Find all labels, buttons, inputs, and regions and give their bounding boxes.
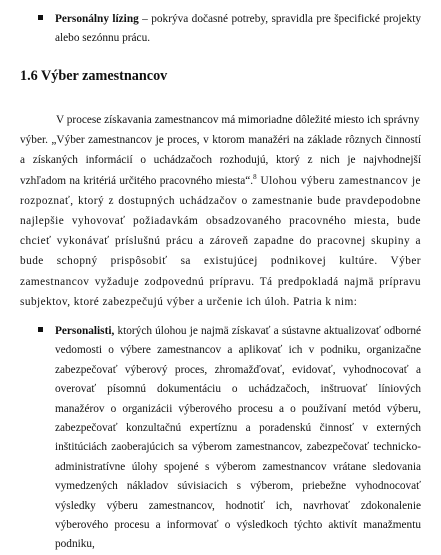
bullet-text [55, 322, 421, 555]
body-paragraph [20, 110, 421, 312]
bullet-text [55, 10, 421, 48]
paragraph-text-b: Ulohou výberu zamestnancov je rozpoznať, ktorý z dostupných uchádzačov o zamestnanie bude pravdepodobne najlepšie vyhovovať požiadavkám obsadzovaného pracovného miesta, bude chcieť vykonávať príslušnú prácu a zároveň zapadne do pracovnej skupiny a bude schopný prispôsobiť sa existujúcej podnikovej kultúre. Výber zamestnancov vyžaduje zodpovednú prípravu. Tá predpokladá najmä prípravu subjektov, ktoré zabezpečujú výber a určenie ich úloh. Patria k nim: [20, 174, 421, 308]
footnote-marker: 8 [253, 172, 257, 181]
square-bullet-icon [38, 15, 43, 20]
paragraph-text-a: výber. „Výber zamestnancov je proces, v ktorom manažéri na základe rôznych činností a získaných informácií o uchádzačoch rozhodujú, ktorý z nich je najvhodnejší vzhľadom na kritériá určitého pracovného miesta“. [20, 134, 421, 187]
section-heading: 1.6 Výber zamestnancov [20, 68, 168, 84]
square-bullet-icon [38, 327, 43, 332]
bullet-description: pokrýva dočasné potreby, spravidla pre špecifické projekty alebo sezónnu prácu. [55, 13, 422, 44]
bullet-term: Personálny lízing [55, 13, 139, 25]
bullet-description: ktorých úlohou je najmä získavať a sústavne aktualizovať odborné vedomosti o výbere zamestnancov a aplikovať ich v podniku, organizačne zabezpečovať výberový proces, zhromažďovať, evidovať, vyhodnocovať a overovať písomnú dokumentáciu o uchádzačoch, inštruovať líniových manažérov o organizácii výberového procesu a o používaní metód výberu, zabezpečovať konzultačnú expertíznu a poradenskú činnosť v externých inštitúciách zaoberajúcich sa výberom zamestnancov, zabezpečovať technicko-administratívne úlohy spojené s výberom zamestnancov vrátane sledovania vymedzených nákladov súvisiacich s výberom, priebežne vyhodnocovať výsledky výberu zamestnancov, hodnotiť ich, navrhovať zdokonalenie výberového procesu a informovať o výsledkoch týchto aktivít manažmentu podniku, [55, 325, 421, 551]
paragraph-first-line: V procese získavania zamestnancov má mimoriadne dôležité miesto ich správny [56, 114, 420, 126]
bullet-dash: – [138, 13, 152, 25]
bullet-term: Personalisti, [55, 325, 115, 337]
bullet-item-personalisti [38, 322, 421, 555]
bullet-item-personalny-lizing [38, 10, 421, 48]
